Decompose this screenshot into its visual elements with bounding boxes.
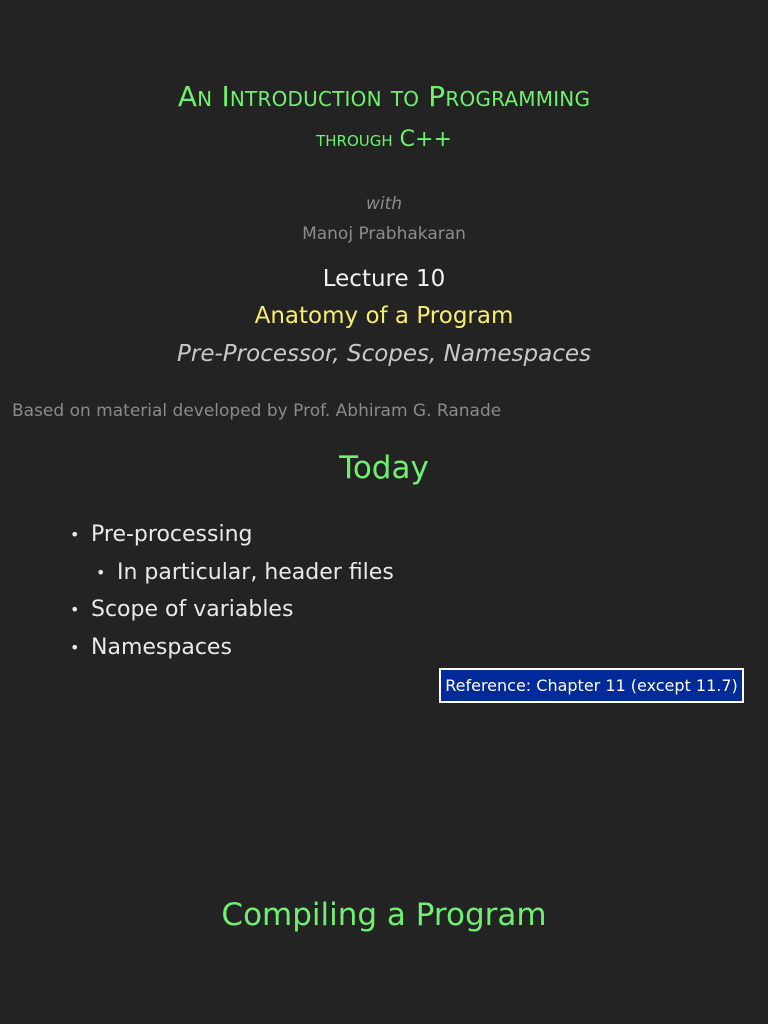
bullet-icon: •	[96, 562, 106, 582]
list-item	[70, 591, 394, 629]
list-item-text: Namespaces	[91, 634, 232, 660]
today-heading: Today	[339, 450, 429, 486]
list-item	[70, 629, 394, 667]
list-item-text: In particular, header files	[117, 559, 394, 585]
list-item-text: Scope of variables	[91, 597, 294, 622]
bullet-icon: •	[70, 600, 80, 619]
course-title: An Introduction to Programming	[177, 80, 591, 113]
credit-line: Based on material developed by Prof. Abhiram G. Ranade	[12, 401, 502, 421]
lecture-topics: Pre-Processor, Scopes, Namespaces	[177, 341, 591, 367]
reference-box: Reference: Chapter 11 (except 11.7)	[439, 668, 744, 703]
lecture-number: Lecture 10	[322, 266, 446, 292]
list-item	[96, 554, 394, 592]
with-label: with	[365, 194, 403, 214]
list-item-text: Pre-processing	[91, 522, 253, 547]
bullet-icon: •	[70, 637, 80, 657]
today-bullet-list	[70, 516, 394, 666]
lecture-title: Anatomy of a Program	[254, 303, 514, 329]
course-subtitle: through C++	[316, 127, 452, 152]
list-item	[70, 516, 394, 554]
bullet-icon: •	[70, 525, 80, 544]
instructor-name: Manoj Prabhakaran	[302, 224, 466, 244]
compiling-heading: Compiling a Program	[221, 897, 547, 933]
